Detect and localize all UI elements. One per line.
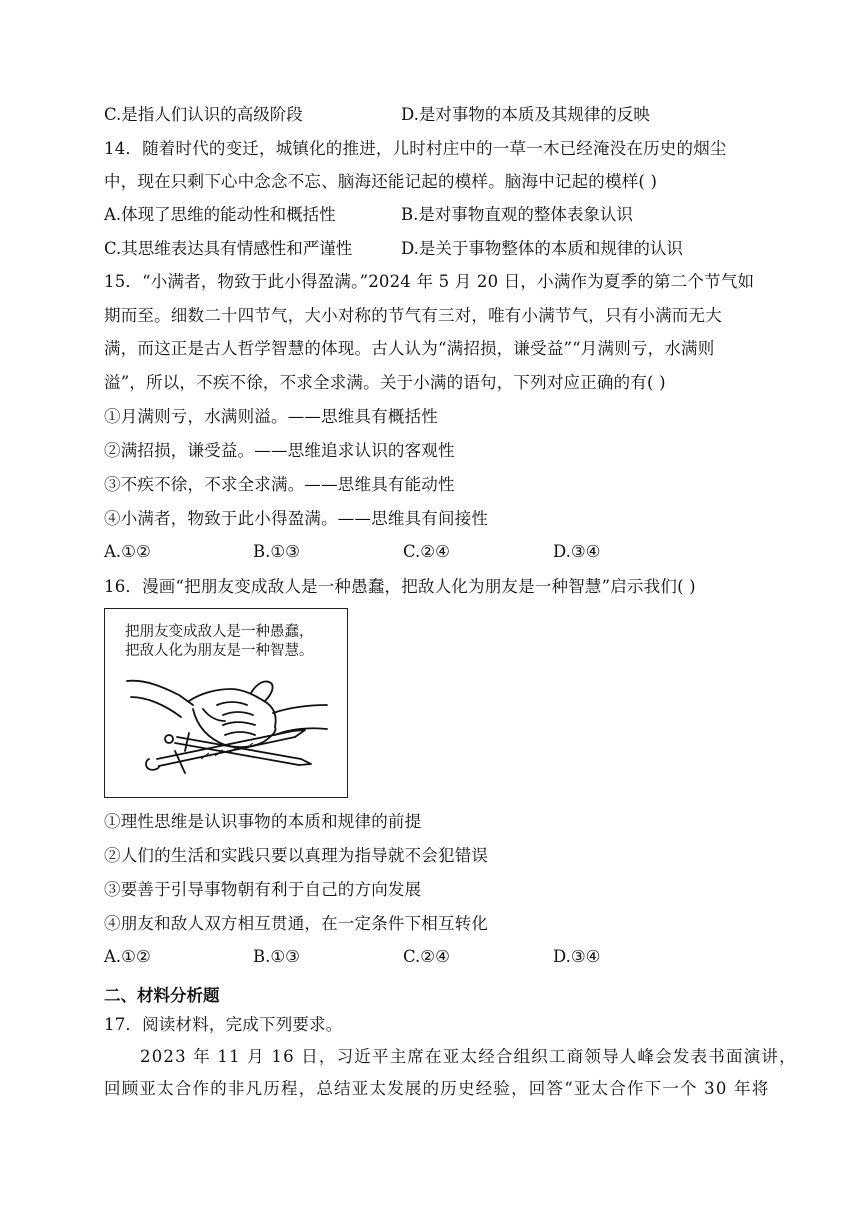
q15-item-1: ①月满则亏，水满则溢。——思维具有概括性 [104, 407, 438, 426]
q15-option-b: B.①③ [253, 542, 300, 561]
q16-item-4: ④朋友和敌人双方相互贯通，在一定条件下相互转化 [104, 914, 489, 933]
q14-option-b: B.是对事物直观的整体表象认识 [401, 205, 633, 224]
q14-option-c: C.其思维表达具有情感性和严谨性 [104, 239, 353, 258]
q17-material-line1: 2023 年 11 月 16 日，习近平主席在亚太经合组织工商领导人峰会发表书面演讲， [140, 1047, 797, 1066]
q13-option-c: C.是指人们认识的高级阶段 [104, 105, 303, 124]
q15-stem-line1: 15．“小满者，物致于此小得盈满。”2024 年 5 月 20 日，小满作为夏季的第二个节气如 [104, 272, 755, 291]
q15-option-a: A.①② [104, 542, 151, 561]
q15-item-4: ④小满者，物致于此小得盈满。——思维具有间接性 [104, 509, 489, 528]
q15-item-2: ②满招损，谦受益。——思维追求认识的客观性 [104, 441, 455, 460]
q14-stem-line1: 14．随着时代的变迁，城镇化的推进，儿时村庄中的一草一木已经淹没在历史的烟尘 [104, 139, 727, 158]
q13-option-d: D.是对事物的本质及其规律的反映 [401, 105, 650, 124]
q16-option-d: D.③④ [553, 947, 601, 966]
q16-option-b: B.①③ [253, 947, 300, 966]
cartoon-caption-line1: 把朋友变成敌人是一种愚蠢， [125, 624, 314, 640]
q16-item-1: ①理性思维是认识事物的本质和规律的前提 [104, 812, 422, 831]
section-title-material-analysis: 二、材料分析题 [104, 986, 220, 1005]
q16-option-a: A.①② [104, 947, 151, 966]
q17-material-line2: 回顾亚太合作的非凡历程，总结亚太发展的历史经验，回答“亚太合作下一个 30 年将 [104, 1079, 770, 1098]
q16-item-2: ②人们的生活和实践只要以真理为指导就不会犯错误 [104, 846, 489, 865]
q14-stem-line2: 中，现在只剩下心中念念不忘、脑海还能记起的模样。脑海中记起的模样( ) [104, 172, 658, 191]
q15-item-3: ③不疾不徐，不求全求满。——思维具有能动性 [104, 475, 455, 494]
q17-stem: 17．阅读材料，完成下列要求。 [104, 1015, 343, 1034]
handshake-cartoon [104, 608, 348, 798]
q15-option-c: C.②④ [403, 542, 450, 561]
handshake-swords-illustration [105, 609, 346, 796]
cartoon-caption-line2: 把敌人化为朋友是一种智慧。 [125, 643, 314, 659]
q14-option-d: D.是关于事物整体的本质和规律的认识 [401, 239, 683, 258]
q15-stem-line4: 溢”，所以，不疾不徐，不求全求满。关于小满的语句，下列对应正确的有( ) [104, 373, 666, 392]
q15-stem-line2: 期而至。细数二十四节气，大小对称的节气有三对，唯有小满节气，只有小满而无大 [104, 306, 722, 325]
q15-stem-line3: 满，而这正是古人哲学智慧的体现。古人认为“满招损，谦受益”“月满则亏，水满则 [104, 339, 715, 358]
q16-stem: 16．漫画“把朋友变成敌人是一种愚蠢，把敌人化为朋友是一种智慧”启示我们( ) [104, 577, 696, 596]
q14-option-a: A.体现了思维的能动性和概括性 [104, 205, 336, 224]
q16-option-c: C.②④ [403, 947, 450, 966]
q16-item-3: ③要善于引导事物朝有利于自己的方向发展 [104, 880, 422, 899]
q15-option-d: D.③④ [553, 542, 601, 561]
